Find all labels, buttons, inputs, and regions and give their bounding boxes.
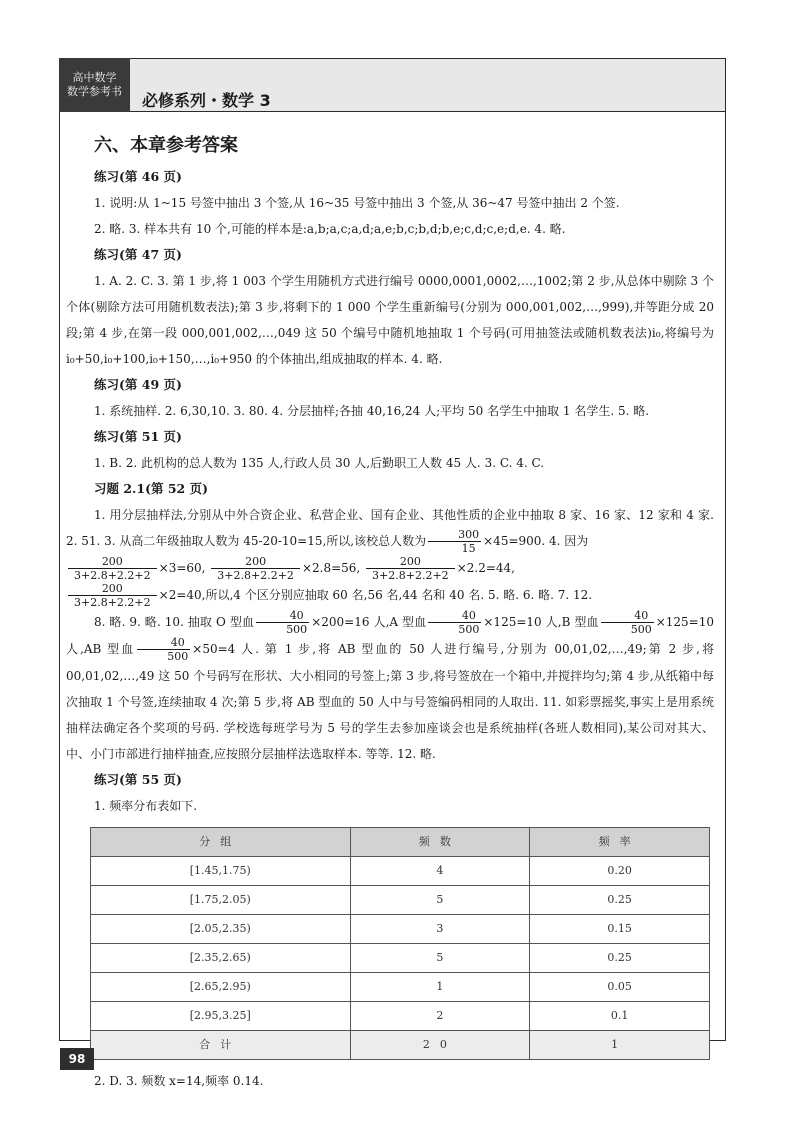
answer-paragraph: 1. 说明:从 1~15 号签中抽出 3 个签,从 16~35 号签中抽出 3 个签,从 36~47 号签中抽出 2 个签. — [94, 196, 620, 210]
fraction-denominator: 3+2.8+2.2+2 — [217, 569, 294, 582]
table-cell: [1.45,1.75) — [91, 857, 351, 886]
fraction-denominator: 15 — [461, 542, 476, 555]
section-title-55: 练习(第 55 页) — [94, 772, 182, 787]
table-cell: 1 — [530, 1031, 710, 1060]
table-header-row — [91, 828, 710, 857]
page-number: 98 — [60, 1048, 94, 1070]
answer-paragraph: 1. 频率分布表如下. — [94, 799, 198, 813]
fraction-denominator: 3+2.8+2.2+2 — [74, 569, 151, 582]
series-title: 必修系列・数学 3 — [142, 91, 271, 110]
answer-paragraph: 2. 略. 3. 样本共有 10 个,可能的样本是:a,b;a,c;a,d;a,e;b,c;b,d;b,e;c,d;c,e;d,e. 4. 略. — [94, 222, 566, 236]
book-tag-line2: 数学参考书 — [67, 85, 122, 98]
section-title-49: 练习(第 49 页) — [94, 377, 182, 392]
answer-paragraph: 1. A. 2. C. 3. 第 1 步,将 1 003 个学生用随机方式进行编号 0000,0001,0002,…,1002;第 2 步,从总体中剔除 3 个个体(剔除方法可用随机数表法);第 3 步,将剩下的 1 000 个学生重新编号(分别为 000,001,002,…,999),并等距分成 20 段;第 4 步,在第一段 000,001,002,…,049 这 50 个编号中随机地抽取 1 个号码(可用抽签法或随机数表法)i₀,将编号为 i₀+50,i₀+100,i₀+150,…,i₀+950 的个体抽出,组成抽取的样本. 4. 略. — [66, 274, 714, 366]
table-cell: 0.1 — [530, 1002, 710, 1031]
fraction — [137, 636, 190, 663]
table-cell: 0.25 — [530, 886, 710, 915]
text-run: ×2.2=44, — [456, 561, 515, 575]
table-cell: 3 — [350, 915, 530, 944]
section-title-51: 练习(第 51 页) — [94, 429, 182, 444]
fraction-numerator: 200 — [68, 582, 157, 596]
text-run: 1. 用分层抽样法,分别从中外合资企业、私营企业、国有企业、其他性质的企业中抽取 8 家、16 家、12 家和 4 家. 2. 51. 3. 从高二年级抽取人数为 45-20-10=15,所以,该校总人数为 — [66, 508, 714, 548]
fraction-denominator: 3+2.8+2.2+2 — [74, 596, 151, 609]
table-cell: 0.05 — [530, 973, 710, 1002]
text-run: ×125=10 人,AB 型血 — [66, 615, 714, 656]
fraction-denominator: 500 — [458, 623, 480, 636]
table-cell: [2.65,2.95) — [91, 973, 351, 1002]
table-row — [91, 857, 710, 886]
table-cell: 0.20 — [530, 857, 710, 886]
text-run: ×2=40,所以,4 个区分别应抽取 60 名,56 名,44 名和 40 名. 5. 略. 6. 略. 7. 12. — [158, 588, 593, 602]
fraction — [601, 609, 654, 636]
fraction — [211, 555, 300, 582]
frequency-table — [90, 827, 710, 1060]
table-row — [91, 944, 710, 973]
fraction-numerator: 200 — [366, 555, 455, 569]
column-header: 频数 — [350, 828, 530, 857]
table-cell: [2.05,2.35) — [91, 915, 351, 944]
fraction-numerator: 40 — [601, 609, 654, 623]
fraction-numerator: 300 — [428, 528, 481, 542]
page-content — [66, 132, 714, 1094]
text-run: ×125=10 人,B 型血 — [483, 615, 599, 629]
chapter-title: 六、本章参考答案 — [94, 135, 238, 156]
fraction-line — [66, 555, 714, 582]
fraction — [428, 609, 481, 636]
book-tag — [59, 58, 130, 112]
answer-paragraph-math — [66, 609, 714, 767]
column-header: 频率 — [530, 828, 710, 857]
fraction-numerator: 200 — [68, 555, 157, 569]
book-tag-line1: 高中数学 — [72, 71, 117, 84]
section-title-47: 练习(第 47 页) — [94, 247, 182, 262]
table-cell: 5 — [350, 886, 530, 915]
text-run: ×50=4 人. 第 1 步,将 AB 型血的 50 人进行编号,分别为 00,01,02,…,49;第 2 步,将 00,01,02,…,49 这 50 个号码写在形状、大小相同的号签上;第 3 步,将号签放在一个箱中,并搅拌均匀;第 4 步,从纸箱中每次抽取 1 个号签,连续抽取 4 次;第 5 步,将 AB 型血的 50 人中与号签编码相同的人取出. 11. 如彩票摇奖,事实上是用系统抽样法确定各个奖项的号码. 学校选每班学号为 5 号的学生去参加座谈会也是系统抽样(各班人数相同),某公司对其大、中、小门市部进行抽样抽查,应按照分层抽样法选取样本. 等等. 12. 略. — [66, 642, 714, 761]
fraction — [428, 528, 481, 555]
table-cell: 合计 — [91, 1031, 351, 1060]
text-run: 8. 略. 9. 略. 10. 抽取 O 型血 — [94, 615, 255, 629]
table-cell: [2.35,2.65) — [91, 944, 351, 973]
table-cell: 1 — [350, 973, 530, 1002]
answer-paragraph: 1. 系统抽样. 2. 6,30,10. 3. 80. 4. 分层抽样;各抽 40,16,24 人;平均 50 名学生中抽取 1 名学生. 5. 略. — [94, 404, 650, 418]
table-row — [91, 886, 710, 915]
section-title-46: 练习(第 46 页) — [94, 169, 182, 184]
text-run: ×45=900. 4. 因为 — [483, 534, 589, 548]
fraction-denominator: 500 — [286, 623, 308, 636]
fraction-numerator: 40 — [428, 609, 481, 623]
text-run: ×3=60, — [158, 561, 206, 575]
fraction — [68, 582, 157, 609]
table-cell: [1.75,2.05) — [91, 886, 351, 915]
fraction-denominator: 500 — [630, 623, 652, 636]
column-header: 分组 — [91, 828, 351, 857]
table-row — [91, 973, 710, 1002]
fraction — [68, 555, 157, 582]
answer-paragraph-math — [66, 502, 714, 555]
table-total-row — [91, 1031, 710, 1060]
table-cell: 20 — [350, 1031, 530, 1060]
table-cell: [2.95,3.25] — [91, 1002, 351, 1031]
text-run: ×2.8=56, — [301, 561, 361, 575]
text-run: ×200=16 人,A 型血 — [311, 615, 427, 629]
fraction-line — [66, 582, 714, 609]
table-row — [91, 915, 710, 944]
table-cell: 0.15 — [530, 915, 710, 944]
table-cell: 0.25 — [530, 944, 710, 973]
answer-paragraph: 2. D. 3. 频数 x=14,频率 0.14. — [94, 1074, 264, 1088]
fraction — [366, 555, 455, 582]
answer-paragraph: 1. B. 2. 此机构的总人数为 135 人,行政人员 30 人,后勤职工人数 45 人. 3. C. 4. C. — [94, 456, 545, 470]
table-cell: 5 — [350, 944, 530, 973]
section-title-52: 习题 2.1(第 52 页) — [94, 481, 209, 496]
fraction-numerator: 40 — [137, 636, 190, 650]
fraction-numerator: 40 — [256, 609, 309, 623]
fraction-denominator: 500 — [167, 650, 189, 663]
table-cell: 4 — [350, 857, 530, 886]
fraction-denominator: 3+2.8+2.2+2 — [372, 569, 449, 582]
table-cell: 2 — [350, 1002, 530, 1031]
fraction-numerator: 200 — [211, 555, 300, 569]
fraction — [256, 609, 309, 636]
table-row — [91, 1002, 710, 1031]
